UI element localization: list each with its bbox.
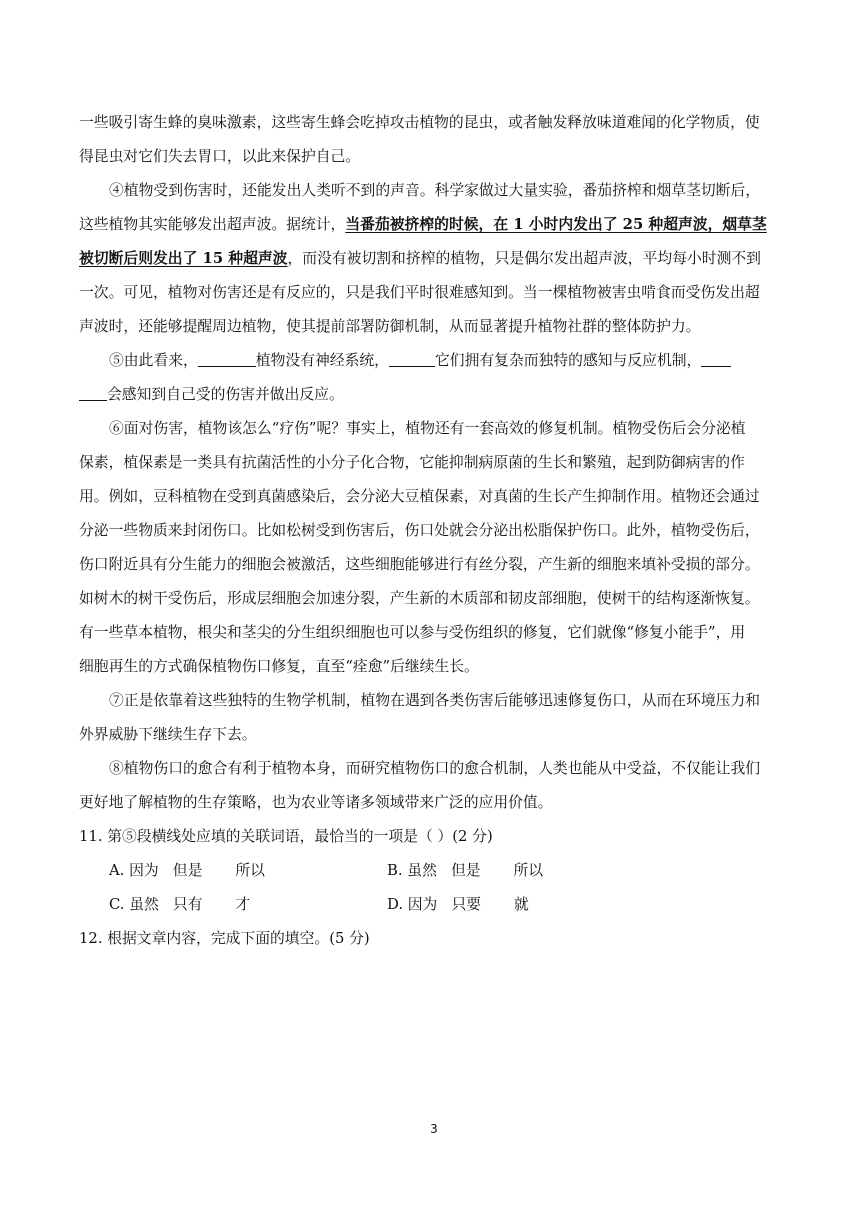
blank-3-cont (79, 378, 107, 401)
option-row (79, 854, 791, 888)
text-line: ⑥面对伤害，植物该怎么“疗伤”呢？事实上，植物还有一套高效的修复机制。植物受伤后会分泌植 (109, 420, 746, 437)
text-line (79, 242, 791, 276)
emphasized-text: 当番茄被挤榨的时候，在 1 小时内发出了 25 种超声波，烟草茎 (345, 216, 767, 233)
text-line: 如树木的树干受伤后，形成层细胞会加速分裂，产生新的木质部和韧皮部细胞，使树干的结构逐渐恢复。 (79, 590, 760, 607)
text-line: ④植物受到伤害时，还能发出人类听不到的声音。科学家做过大量实验，番茄挤榨和烟草茎切断后， (109, 182, 761, 199)
text-line: 分泌一些物质来封闭伤口。比如松树受到伤害后，伤口处就会分泌出松脂保护伤口。此外，植物受伤后， (79, 522, 760, 539)
option-c: C. 虽然 只有 才 (109, 896, 251, 913)
question-12 (79, 922, 791, 956)
text-line (79, 344, 791, 378)
paragraph-6 (79, 412, 791, 684)
paragraph-3-tail (79, 106, 791, 174)
document-page (79, 106, 791, 956)
text-line: 用。例如，豆科植物在受到真菌感染后，会分泌大豆植保素，对真菌的生长产生抑制作用。植物还会通过 (79, 488, 760, 505)
text-line: 有一些草本植物，根尖和茎尖的分生组织细胞也可以参与受伤组织的修复，它们就像“修复小能手”，用 (79, 624, 746, 641)
blank-1 (198, 344, 256, 367)
text-span: 植物没有神经系统， (255, 352, 389, 369)
question-stem: 12. 根据文章内容，完成下面的填空。(5 分) (79, 930, 370, 947)
text-line: 一些吸引寄生蜂的臭味激素，这些寄生蜂会吃掉攻击植物的昆虫，或者触发释放味道难闻的化学物质，使 (79, 114, 760, 131)
text-line: 更好地了解植物的生存策略，也为农业等诸多领域带来广泛的应用价值。 (79, 794, 553, 811)
text-line: ⑦正是依靠着这些独特的生物学机制，植物在遇到各类伤害后能够迅速修复伤口，从而在环境压力和 (109, 692, 761, 709)
text-span: 会感知到自己受的伤害并做出反应。 (107, 386, 344, 403)
text-line: 伤口附近具有分生能力的细胞会被激活，这些细胞能够进行有丝分裂，产生新的细胞来填补受损的部分。 (79, 556, 760, 573)
question-11 (79, 820, 791, 922)
question-stem: 11. 第⑤段横线处应填的关联词语，最恰当的一项是（ ）(2 分) (79, 828, 493, 845)
blank-3-part (701, 344, 731, 367)
paragraph-4 (79, 174, 791, 344)
option-d: D. 因为 只要 就 (387, 896, 529, 913)
blank-2 (389, 344, 435, 367)
paragraph-8 (79, 752, 791, 820)
text-line: 一次。可见，植物对伤害还是有反应的，只是我们平时很难感知到。当一棵植物被害虫啃食而受伤发出超 (79, 284, 760, 301)
text-line: 得昆虫对它们失去胃口，以此来保护自己。 (79, 148, 361, 165)
text-line (79, 208, 791, 242)
text-line: 外界威胁下继续生存下去。 (79, 726, 257, 743)
paragraph-7 (79, 684, 791, 752)
option-row (79, 888, 791, 922)
option-a: A. 因为 但是 所以 (109, 862, 265, 879)
text-span: ⑤由此看来， (109, 352, 198, 369)
text-span: ，而没有被切割和挤榨的植物，只是偶尔发出超声波，平均每小时测不到 (287, 250, 761, 267)
text-line: ⑧植物伤口的愈合有利于植物本身，而研究植物伤口的愈合机制，人类也能从中受益，不仅能让我们 (109, 760, 761, 777)
text-line (79, 378, 791, 412)
text-span: 这些植物其实能够发出超声波。据统计， (79, 216, 346, 233)
option-b: B. 虽然 但是 所以 (387, 862, 544, 879)
text-line: 保素，植保素是一类具有抗菌活性的小分子化合物，它能抑制病原菌的生长和繁殖，起到防御病害的作 (79, 454, 745, 471)
emphasized-text: 被切断后则发出了 15 种超声波 (79, 250, 288, 267)
paragraph-5 (79, 344, 791, 412)
text-line: 声波时，还能够提醒周边植物，使其提前部署防御机制，从而显著提升植物社群的整体防护力。 (79, 318, 701, 335)
text-span: 它们拥有复杂而独特的感知与反应机制， (434, 352, 702, 369)
text-line: 细胞再生的方式确保植物伤口修复，直至“痊愈”后继续生长。 (79, 658, 479, 675)
page-number: 3 (430, 1122, 438, 1136)
